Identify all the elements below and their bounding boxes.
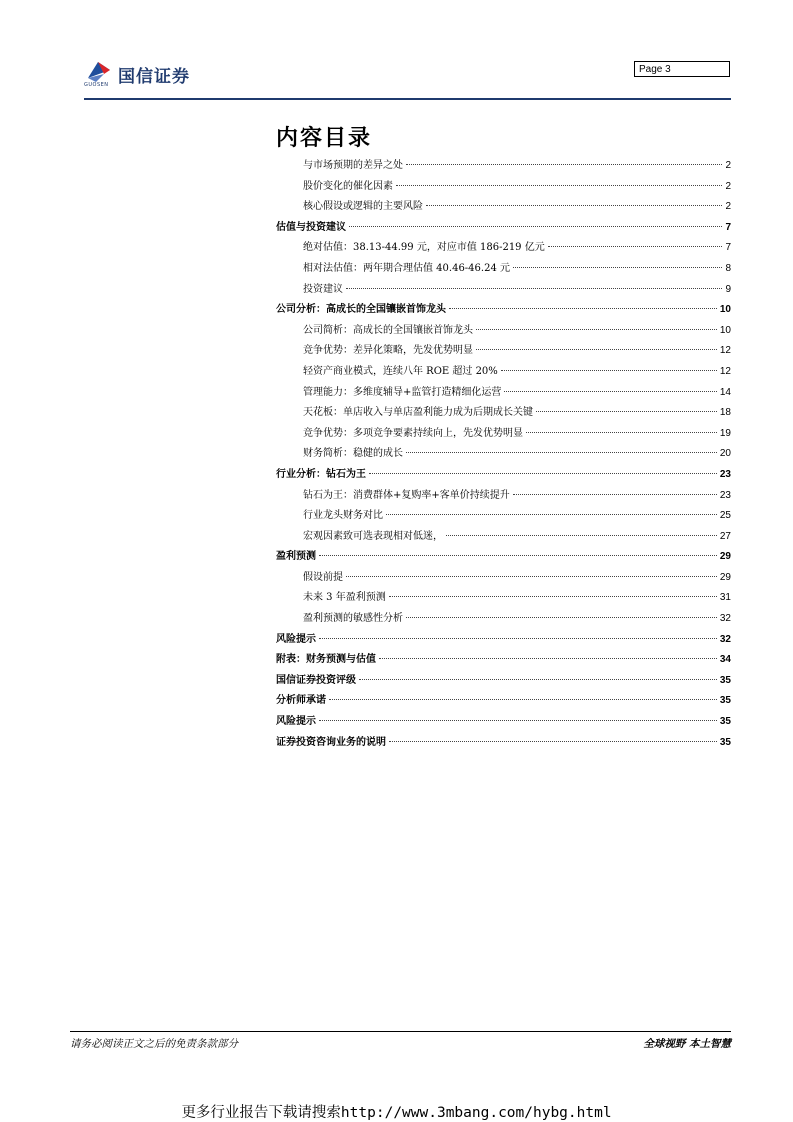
toc-entry-title: 盈利预测的敏感性分析 [303,613,403,625]
toc-dot-leader [329,699,717,700]
toc-entry[interactable] [276,465,731,486]
toc-entry-page: 12 [719,365,731,377]
toc-entry[interactable] [276,712,731,733]
toc-entry[interactable] [276,403,731,424]
toc-entry-title: 未来 3 年盈利预测 [303,592,386,604]
toc-entry-page: 29 [719,551,731,563]
header-divider [84,98,731,100]
toc-entry-page: 29 [719,571,731,583]
toc-dot-leader [319,638,717,639]
footer-disclaimer: 请务必阅读正文之后的免责条款部分 [70,1038,238,1050]
toc-entry-title: 管理能力：多维度辅导+监管打造精细化运营 [303,386,502,398]
toc-entry-title: 风险提示 [276,716,316,728]
toc-entry[interactable] [276,321,731,342]
toc-entry-page: 7 [725,221,731,233]
toc-entry-page: 23 [719,468,731,480]
toc-dot-leader [449,308,717,309]
toc-entry-page: 18 [719,407,731,419]
toc-dot-leader [476,329,717,330]
toc-entry-page: 20 [719,448,731,460]
toc-dot-leader [386,514,717,515]
toc-entry-page: 35 [719,716,731,728]
footer-slogan: 全球视野 本土智慧 [643,1038,731,1050]
toc-dot-leader [406,452,717,453]
toc-entry-title: 财务简析：稳健的成长 [303,448,403,460]
toc-entry-page: 10 [719,324,731,336]
toc-entry[interactable] [276,588,731,609]
toc-entry[interactable] [276,362,731,383]
toc-entry-title: 分析师承诺 [276,695,326,707]
toc-entry-title: 投资建议 [303,283,343,295]
toc-entry-title: 公司分析：高成长的全国镶嵌首饰龙头 [276,304,446,316]
toc-entry-page: 10 [719,304,731,316]
toc-entry[interactable] [276,691,731,712]
toc-entry-page: 9 [725,283,731,295]
toc-entry-title: 竞争优势：差异化策略，先发优势明显 [303,345,473,357]
toc-entry-page: 32 [719,633,731,645]
toc-dot-leader [389,741,717,742]
toc-entry[interactable] [276,300,731,321]
page-number-box: Page 3 [634,61,730,77]
toc-entry-title: 行业分析：钻石为王 [276,468,366,480]
toc-dot-leader [426,205,722,206]
toc-dot-leader [396,185,722,186]
toc-entry[interactable] [276,547,731,568]
toc-entry[interactable] [276,444,731,465]
toc-entry-title: 钻石为王：消费群体+复购率+客单价持续提升 [303,489,510,501]
toc-dot-leader [526,432,717,433]
toc-entry-title: 轻资产商业模式，连续八年 ROE 超过 20% [303,365,498,377]
toc-entry-page: 14 [719,386,731,398]
toc-dot-leader [513,267,722,268]
toc-dot-leader [536,411,717,412]
toc-entry[interactable] [276,424,731,445]
toc-entry[interactable] [276,671,731,692]
toc-entry-title: 估值与投资建议 [276,221,346,233]
toc-entry[interactable] [276,280,731,301]
toc-entry-page: 7 [725,242,731,254]
toc-entry-page: 27 [719,530,731,542]
toc-entry-title: 核心假设或逻辑的主要风险 [303,201,423,213]
toc-dot-leader [406,617,717,618]
toc-entry-page: 35 [719,736,731,748]
toc-entry-title: 宏观因素致可选表现相对低迷， [303,530,443,542]
toc-entry-title: 竞争优势：多项竞争要素持续向上，先发优势明显 [303,427,523,439]
toc-entry-page: 34 [719,654,731,666]
promo-text: 更多行业报告下载请搜索http://www.3mbang.com/hybg.html [181,1105,612,1121]
toc-entry-title: 与市场预期的差异之处 [303,160,403,171]
toc-entry-title: 股价变化的催化因素 [303,180,393,192]
toc-entry[interactable] [276,156,731,177]
toc-entry-title: 风险提示 [276,633,316,645]
toc-dot-leader [501,370,717,371]
toc-entry-title: 公司简析：高成长的全国镶嵌首饰龙头 [303,324,473,336]
toc-entry[interactable] [276,486,731,507]
toc-dot-leader [504,391,716,392]
toc-entry[interactable] [276,341,731,362]
toc-entry-title: 盈利预测 [276,551,316,563]
toc-entry-title: 证券投资咨询业务的说明 [276,736,386,748]
toc-dot-leader [359,679,717,680]
logo-text: 国信证券 [118,67,190,87]
toc-entry-page: 2 [725,160,731,171]
logo-subtext: GUOSEN [84,82,109,88]
toc-entry-page: 12 [719,345,731,357]
toc-entry[interactable] [276,177,731,198]
toc-entry[interactable] [276,218,731,239]
toc-dot-leader [346,576,717,577]
toc-entry-page: 32 [719,613,731,625]
toc-entry[interactable] [276,383,731,404]
toc-entry[interactable] [276,527,731,548]
toc-entry-title: 国信证券投资评级 [276,674,356,686]
toc-title: 内容目录 [276,126,373,151]
toc-entry[interactable] [276,609,731,630]
toc-entry-page: 25 [719,510,731,522]
toc-dot-leader [446,535,717,536]
toc-entry-page: 23 [719,489,731,501]
toc-entry-page: 19 [719,427,731,439]
toc-entry[interactable] [276,630,731,651]
toc-dot-leader [476,349,717,350]
toc-dot-leader [379,658,717,659]
toc-entry-page: 8 [725,262,731,274]
toc-dot-leader [319,720,717,721]
company-logo [84,58,214,92]
toc-dot-leader [369,473,717,474]
toc-entry[interactable] [276,733,731,754]
table-of-contents [276,156,731,753]
toc-entry-page: 31 [719,592,731,604]
toc-entry[interactable] [276,197,731,218]
toc-dot-leader [319,555,717,556]
toc-entry-title: 相对法估值：两年期合理估值 40.46-46.24 元 [303,262,510,274]
toc-entry-page: 35 [719,674,731,686]
toc-entry-page: 2 [725,201,731,213]
toc-dot-leader [389,596,717,597]
toc-entry-title: 附表：财务预测与估值 [276,654,376,666]
toc-entry-title: 绝对估值：38.13-44.99 元，对应市值 186-219 亿元 [303,242,545,254]
toc-dot-leader [548,246,723,247]
toc-entry-page: 2 [725,180,731,192]
toc-entry-title: 行业龙头财务对比 [303,510,383,522]
toc-dot-leader [406,164,722,165]
toc-dot-leader [346,288,722,289]
toc-entry[interactable] [276,259,731,280]
toc-entry-title: 假设前提 [303,571,343,583]
toc-dot-leader [349,226,722,227]
toc-entry-title: 天花板：单店收入与单店盈利能力成为后期成长关键 [303,407,533,419]
toc-dot-leader [513,494,717,495]
toc-entry[interactable] [276,650,731,671]
footer-divider [70,1031,731,1032]
toc-entry[interactable] [276,506,731,527]
toc-entry-page: 35 [719,695,731,707]
toc-entry[interactable] [276,568,731,589]
toc-entry[interactable] [276,238,731,259]
